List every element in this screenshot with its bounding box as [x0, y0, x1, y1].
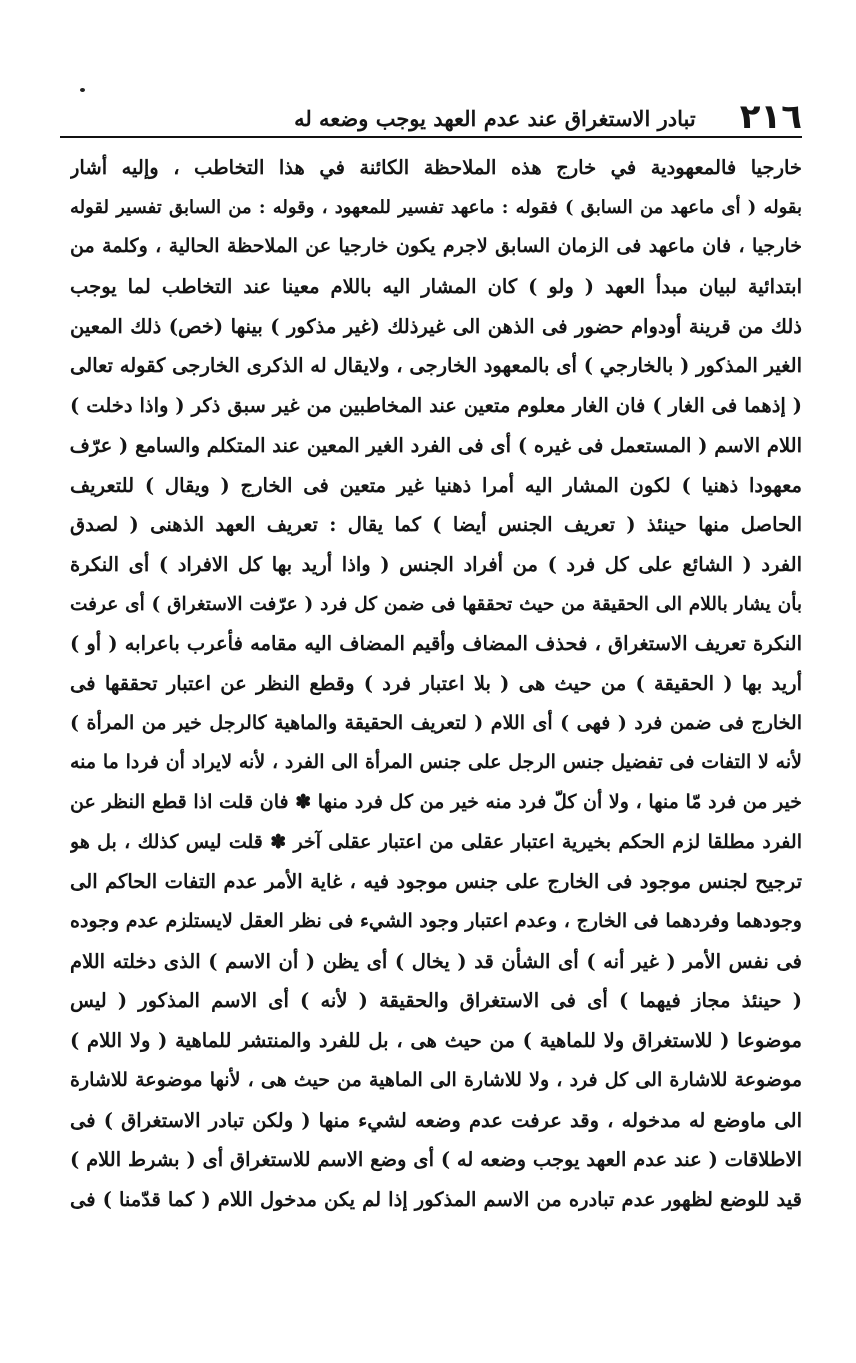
text-line: وجودهما وفردهما فى الخارج ، وعدم اعتبار وجود الشيء فى نظر العقل لايستلزم عدم وجوده: [70, 910, 802, 933]
text-line: ( حينئذ مجاز فيهما ) أى فى الاستغراق والحقيقة ( لأنه ) أى الاسم المذكور ( ليس: [70, 989, 802, 1013]
page-header: [62, 90, 802, 137]
text-line: ترجيح لجنس موجود فى الخارج على جنس موجود فيه ، غاية الأمر عدم التفات الحاكم الى: [70, 870, 802, 894]
text-line: ( إذهما فى الغار ) فان الغار معلوم متعين عند المخاطبين من غير سبق ذكر ( واذا دخلت ): [70, 394, 802, 418]
text-line: ابتدائية لبيان مبدأ العهد ( ولو ) كان المشار اليه باللام معينا عند التخاطب لما يوجب: [70, 275, 802, 299]
text-line: بأن يشار باللام الى الحقيقة من حيث تحققها فى ضمن كل فرد ( عرّفت الاستغراق ) أى عرفت: [70, 593, 802, 615]
text-line: أريد بها ( الحقيقة ) من حيث هى ( بلا اعتبار فرد ) وقطع النظر عن اعتبار تحققها فى: [70, 671, 802, 695]
text-line: الفرد ( الشائع على كل فرد ) من أفراد الجنس ( واذا أريد بها كل الافراد ) أى النكرة: [70, 552, 802, 576]
body-text: [70, 148, 802, 1220]
text-line: الخارج فى ضمن فرد ( فهى ) أى اللام ( لتعريف الحقيقة والماهية كالرجل خير من المرأة ): [70, 711, 802, 734]
text-line: الحاصل منها حينئذ ( تعريف الجنس أيضا ) كما يقال : تعريف العهد الذهنى ( لصدق: [70, 513, 802, 537]
text-line: الى ماوضع له مدخوله ، وقد عرفت عدم وضعه لشيء منها ( ولكن تبادر الاستغراق ) فى: [70, 1108, 802, 1132]
text-line: النكرة تعريف الاستغراق ، فحذف المضاف وأقيم المضاف اليه مقامه فأعرب باعرابه ( أو ): [70, 632, 802, 656]
text-line: قيد للوضع لظهور عدم تبادره من الاسم المذكور إذا لم يكن مدخول اللام ( كما قدّمنا ) فى: [70, 1187, 802, 1211]
text-line: خارجيا ، فان ماعهد فى الزمان السابق لاجرم يكون خارجيا عن الملاحظة الحالية ، وكلمة من: [70, 235, 802, 258]
text-line: ذلك من قرينة أودوام حضور فى الذهن الى غيرذلك (غير مذكور ) بينها (خص) ذلك المعين: [70, 314, 802, 338]
text-line: موضوعة للاشارة الى كل فرد ، ولا للاشارة الى الماهية من حيث هى ، لأنها موضوعة للاشارة: [70, 1068, 802, 1091]
header-rule: [60, 136, 802, 138]
text-line: موضوعا ( للاستغراق ولا للماهية ) من حيث هى ، بل للفرد والمنتشر للماهية ( ولا اللام ): [70, 1029, 802, 1053]
text-line: الغير المذكور ( بالخارجي ) أى بالمعهود الخارجى ، ولايقال له الذكرى الخارجى كقوله تعالى: [70, 354, 802, 378]
text-line: فى نفس الأمر ( غير أنه ) أى الشأن قد ( يخال ) أى يظن ( أن الاسم ) الذى دخلته اللام: [70, 949, 802, 973]
running-title: تبادر الاستغراق عند عدم العهد يوجب وضعه له: [294, 105, 696, 131]
text-line: الاطلاقات ( عند عدم العهد يوجب وضعه له ) أى وضع الاسم للاستغراق أى ( بشرط اللام ): [70, 1148, 802, 1172]
text-line: معهودا ذهنيا ) لكون المشار اليه أمرا ذهنيا غير متعين فى الخارج ( ويقال ) للتعريف: [70, 473, 802, 497]
text-line: بقوله ( أى ماعهد من السابق ) فقوله : ماعهد تفسير للمعهود ، وقوله : من السابق تفسير لقوله: [70, 196, 802, 218]
page-number: ٢١٦: [739, 97, 802, 137]
text-line: اللام الاسم ( المستعمل فى غيره ) أى فى الفرد الغير المعين عند المتكلم والسامع ( عرّف: [70, 433, 802, 457]
text-line: خارجيا فالمعهودية في خارج هذه الملاحظة الكائنة في هذا التخاطب ، وإليه أشار: [70, 156, 802, 179]
text-line: خير من فرد مّا منها ، ولا أن كلّ فرد منه خير من كل فرد منها ✽ فان قلت اذا قطع النظر عن: [70, 791, 802, 813]
text-line: الفرد مطلقا لزم الحكم بخيرية اعتبار عقلى من اعتبار عقلى آخر ✽ قلت ليس كذلك ، بل هو: [70, 830, 802, 853]
text-line: لأنه لا التفات فى تفضيل جنس الرجل على جنس المرأة الى الفرد ، لأنه لايراد أن فردا ما منه: [70, 751, 802, 774]
